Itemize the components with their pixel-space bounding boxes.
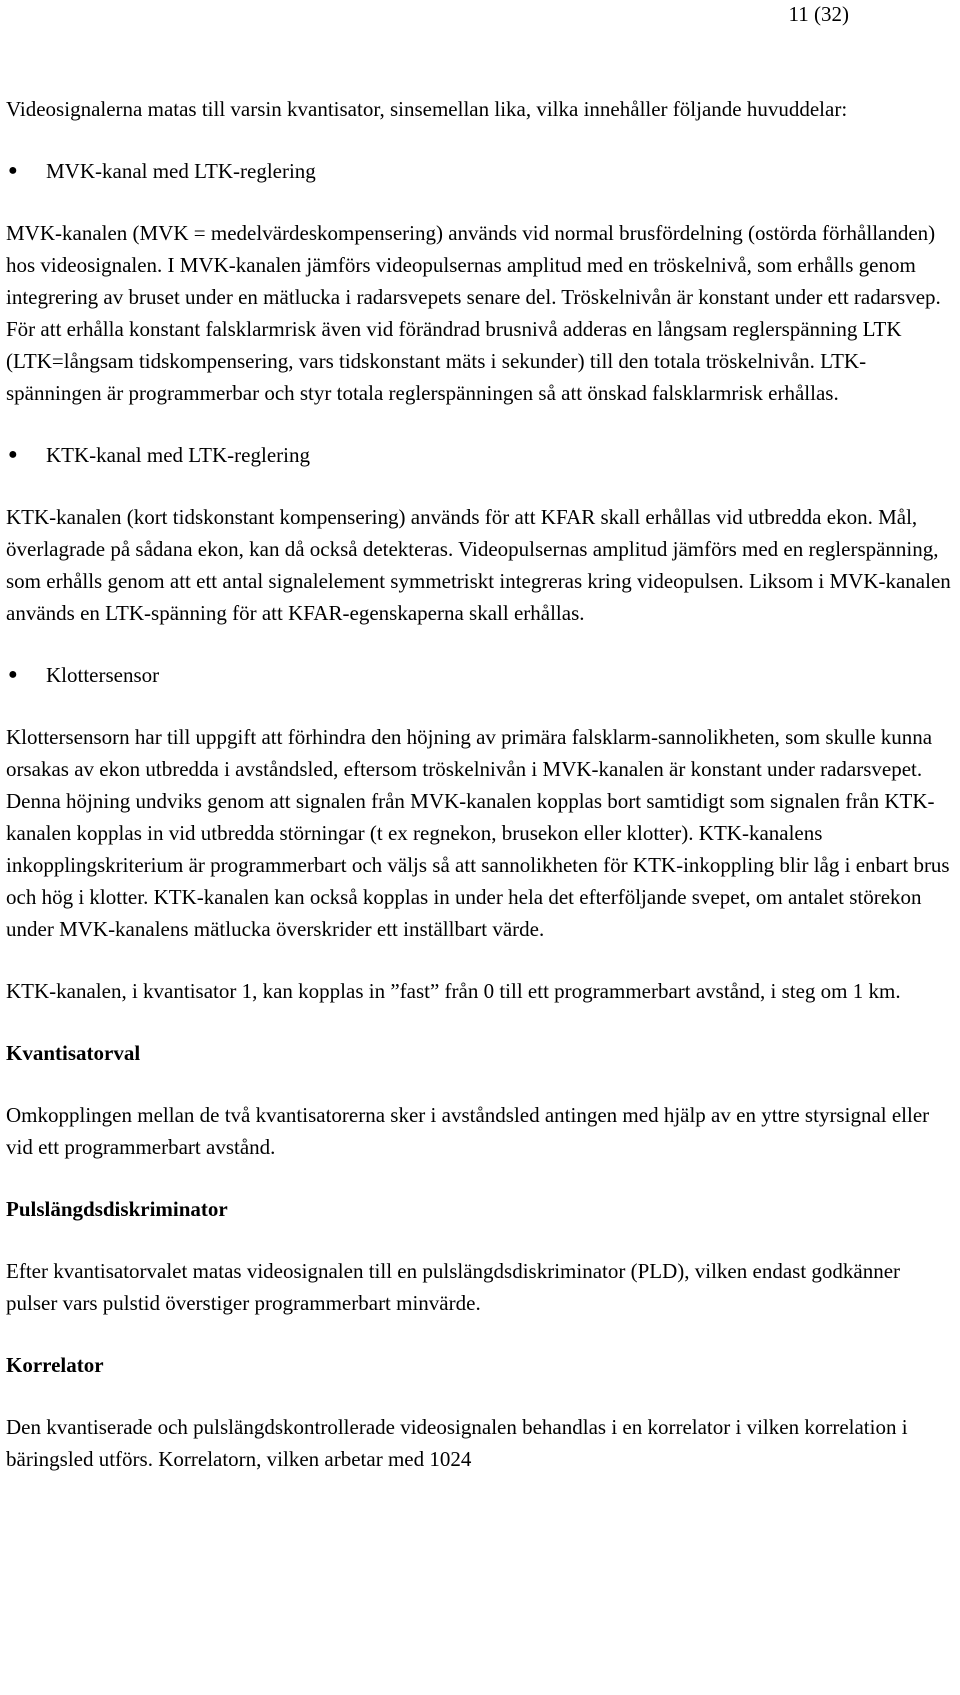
bullet-icon: ●	[8, 162, 18, 179]
bullet-label: MVK-kanal med LTK-reglering	[46, 159, 316, 183]
korrelator-paragraph: Den kvantiserade och pulslängdskontrollerade videosignalen behandlas i en korrelator i vilken korrelation i bäringsled utförs. Korrelatorn, vilken arbetar med 1024	[6, 1415, 908, 1471]
page-number: 11 (32)	[788, 2, 849, 26]
bullet-label: Klottersensor	[46, 663, 160, 687]
pld-paragraph: Efter kvantisatorvalet matas videosignalen till en pulslängdsdiskriminator (PLD), vilken endast godkänner pulser vars pulstid överstiger programmerbart minvärde.	[6, 1259, 901, 1315]
bullet-item-klotter	[6, 659, 956, 691]
intro-paragraph: Videosignalerna matas till varsin kvantisator, sinsemellan lika, vilka innehåller följande huvuddelar:	[6, 97, 848, 121]
heading-korrelator: Korrelator	[6, 1353, 104, 1377]
bullet-item-mvk	[6, 155, 956, 187]
bullet-icon: ●	[8, 446, 18, 463]
heading-kvantisatorval: Kvantisatorval	[6, 1041, 141, 1065]
mvk-paragraph: MVK-kanalen (MVK = medelvärdeskompensering) används vid normal brusfördelning (ostörda förhållanden) hos videosignalen. I MVK-kanalen jämförs videopulsernas amplitud med en tröskelnivå, som erhålls genom integrering av bruset under en mätlucka i radarsvepets senare del. Tröskelnivån är konstant under ett radarsvep. För att erhålla konstant falsklarmrisk även vid förändrad brusnivå adderas en långsam reglerspänning LTK (LTK=långsam tidskompensering, vars tidskonstant mäts i sekunder) till den totala tröskelnivån. LTK-spänningen är programmerbar och styr totala reglerspänningen så att önskad falsklarmrisk erhållas.	[6, 221, 941, 405]
heading-pulslangdsdiskriminator: Pulslängdsdiskriminator	[6, 1197, 228, 1221]
ktk-fast-paragraph: KTK-kanalen, i kvantisator 1, kan kopplas in ”fast” från 0 till ett programmerbart avstånd, i steg om 1 km.	[6, 979, 901, 1003]
bullet-icon: ●	[8, 666, 18, 683]
document-body	[6, 93, 956, 1475]
bullet-item-ktk	[6, 439, 956, 471]
ktk-paragraph: KTK-kanalen (kort tidskonstant kompensering) används för att KFAR skall erhållas vid utbredda ekon. Mål, överlagrade på sådana ekon, kan då också detekteras. Videopulsernas amplitud jämförs med en reglerspänning, som erhålls genom att ett antal signalelement symmetriskt integreras kring videopulsen. Liksom i MVK-kanalen används en LTK-spänning för att KFAR-egenskaperna skall erhållas.	[6, 505, 951, 625]
bullet-label: KTK-kanal med LTK-reglering	[46, 443, 310, 467]
klotter-paragraph: Klottersensorn har till uppgift att förhindra den höjning av primära falsklarm-sannolikheten, som skulle kunna orsakas av ekon utbredda i avståndsled, eftersom tröskelnivån i MVK-kanalen är konstant under radarsvepet. Denna höjning undviks genom att signalen från MVK-kanalen kopplas bort samtidigt som signalen från KTK-kanalen kopplas in vid utbredda störningar (t ex regnekon, brusekon eller klotter). KTK-kanalens inkopplingskriterium är programmerbart och väljs så att sannolikheten för KTK-inkoppling blir låg i enbart brus och hög i klotter. KTK-kanalen kan också kopplas in under hela det efterföljande svepet, om antalet störekon under MVK-kanalens mätlucka överskrider ett inställbart värde.	[6, 725, 950, 941]
kvantisatorval-paragraph: Omkopplingen mellan de två kvantisatorerna sker i avståndsled antingen med hjälp av en yttre styrsignal eller vid ett programmerbart avstånd.	[6, 1103, 930, 1159]
